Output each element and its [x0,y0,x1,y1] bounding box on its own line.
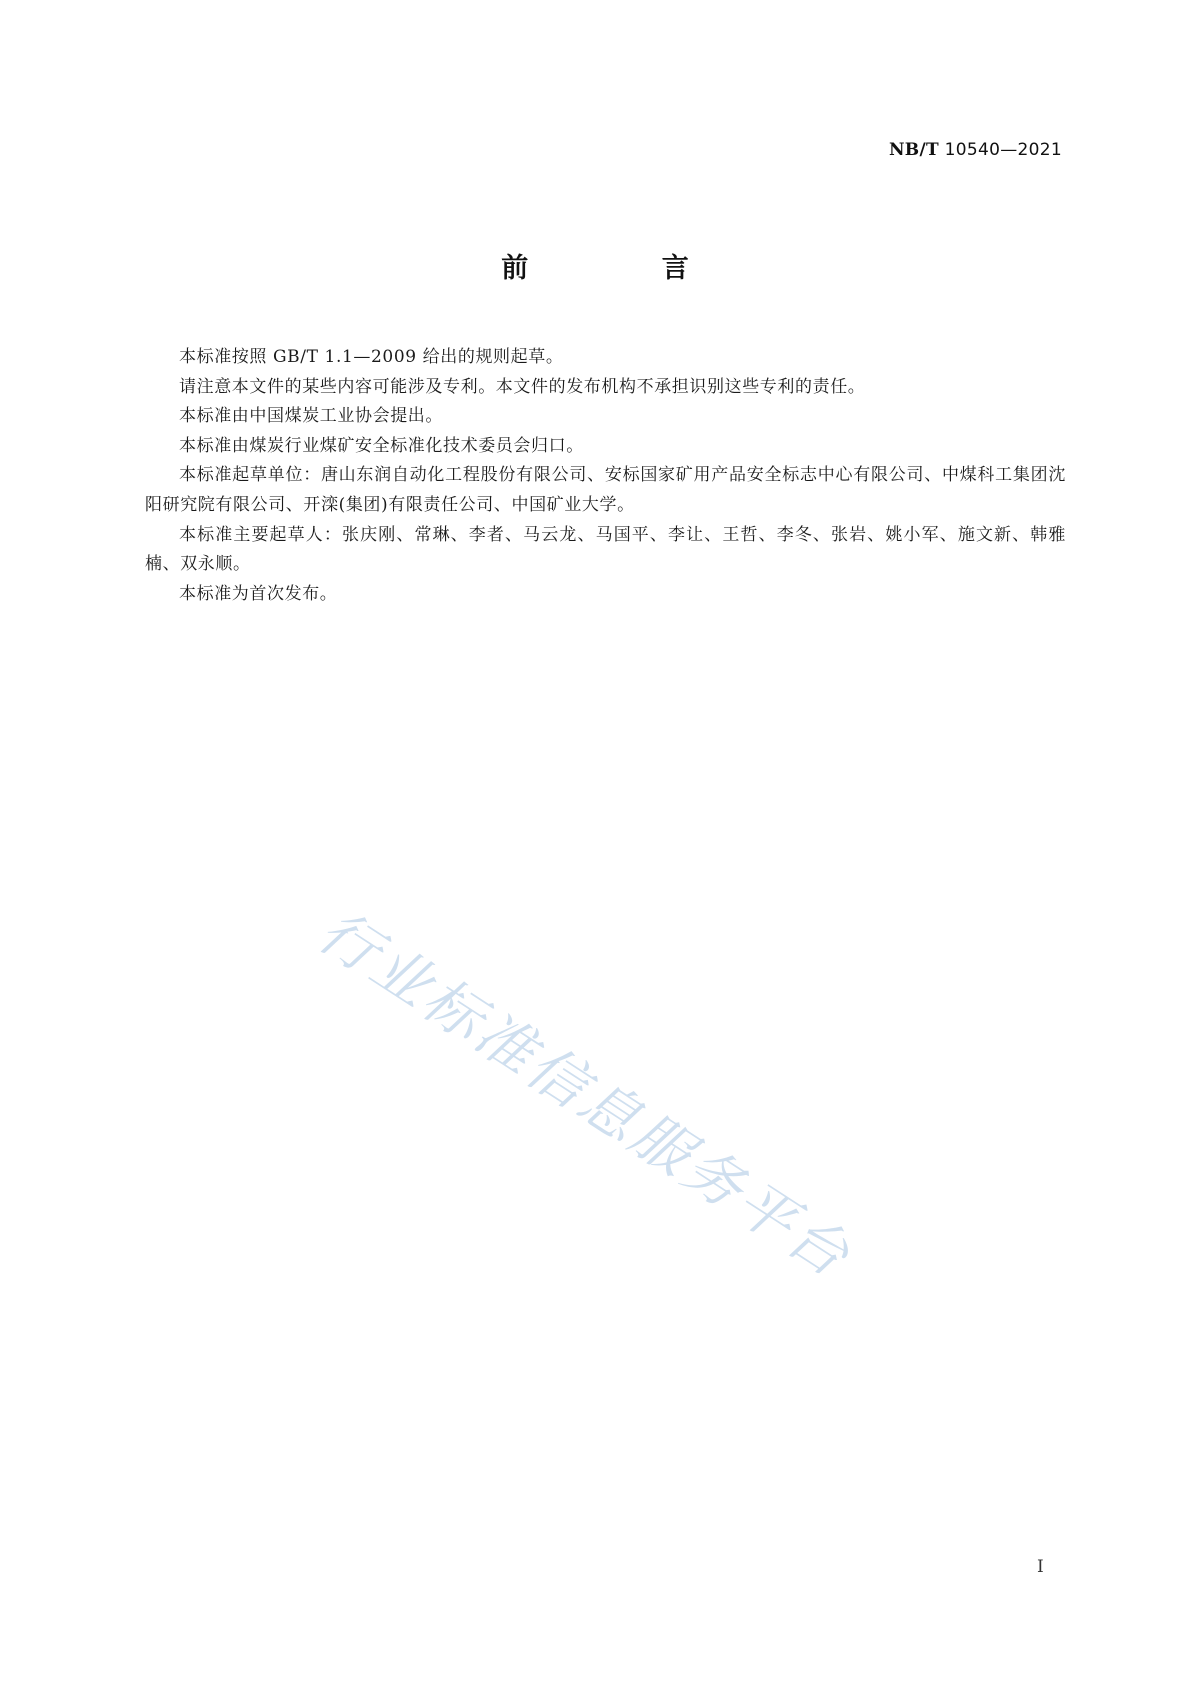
standard-prefix: NB/T [888,140,939,160]
paragraph-first-release: 本标准为首次发布。 [179,583,338,604]
paragraph-patent-notice: 请注意本文件的某些内容可能涉及专利。本文件的发布机构不承担识别这些专利的责任。 [179,376,866,397]
foreword-body [145,343,1066,609]
paragraph-drafting-rules: 本标准按照 GB/T 1.1—2009 给出的规则起草。 [179,347,564,367]
watermark: 行业标准信息服务平台 [306,896,864,1292]
page-number: I [1037,1557,1044,1577]
paragraph-proposer: 本标准由中国煤炭工业协会提出。 [179,406,443,427]
standard-code [889,140,1062,160]
standard-number: 10540—2021 [938,140,1062,160]
paragraph-drafting-units: 本标准起草单位：唐山东润自动化工程股份有限公司、安标国家矿用产品安全标志中心有限公司、中煤科工集团沈阳研究院有限公司、开滦(集团)有限责任公司、中国矿业大学。 [145,465,1066,515]
paragraph-drafters: 本标准主要起草人：张庆刚、常琳、李者、马云龙、马国平、李让、王哲、李冬、张岩、姚小军、施文新、韩雅楠、双永顺。 [145,524,1066,575]
page-title: 前 言 [501,253,751,284]
paragraph-centralized-by: 本标准由煤炭行业煤矿安全标准化技术委员会归口。 [179,435,584,456]
